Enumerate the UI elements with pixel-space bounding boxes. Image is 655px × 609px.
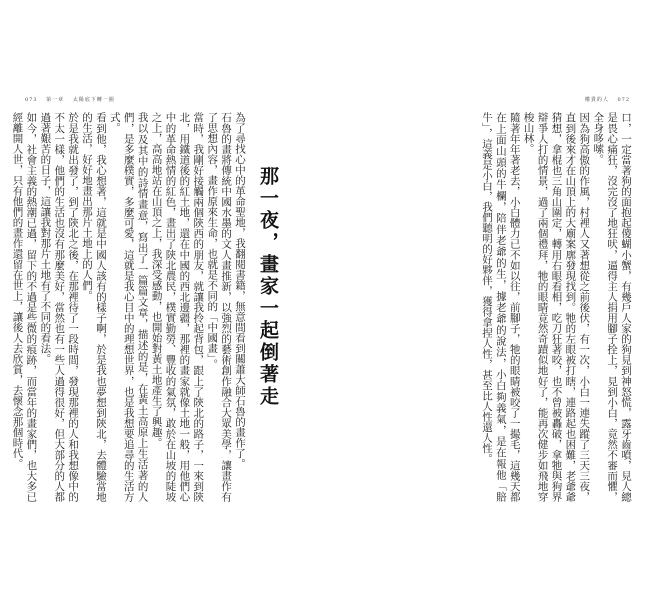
paragraph: 如今，社會主義的熱潮已過，留下的不過是些微的痕跡，而當年的畫家們，也大多已經離開人世，只有他們的畫作還留在世上，讓後人去欣賞，去懷念那個時代。 — [12, 112, 38, 502]
right-page-header — [579, 96, 630, 103]
left-chapter-title: 太陽底下轉一圈 — [72, 97, 115, 103]
left-page-body — [12, 112, 246, 502]
paragraph: 口，一定當著狗的面抱起傻蝴小蟹，有幾戶人家的狗見到神怒慌，露牙齒噴，見人總是畏心痛狂，沒完沒了地狂吠，逼得主人捐用腳子拴上，見到小白，竟然不審而懼，全身哆嗦。 — [592, 112, 632, 502]
right-page-number: 072 — [617, 97, 630, 103]
left-page-header — [25, 96, 121, 103]
paragraph: 隨著年年著老去，小白體力已不如以往，前腳子，牠的眼睛被咬了一撮毛，這幾天都在上面山頭的牛欄，陪伴老爺的生，據老爺的說法，小白夠義氣，是在報他「賠牛」，這義是小白，我們聽明的好夥伴，獲得拿捏人性，甚至比人性還人性。 — [480, 112, 521, 502]
right-section-title: 權貴的人 — [584, 97, 609, 103]
chapter-title: 那一夜，畫家一起倒著走 — [257, 166, 279, 408]
paragraph: 於是我就出發了，到了陝北之後，在那裡待了一段時間，發現那裡的人和我想像中的不太一樣，他們的生活也沒有那麼美好，當然也有一些人過得很好，但大部分的人都過著艱苦的日子，這讓我對那片土地有了不同的看法。 — [39, 112, 80, 502]
paragraph: 當時，我剛好接觸兩個陝西的朋友，就讓我拎起背包，跟上了陝北的路子，一來到陝北，用鐵道後的紅土地，還在中國的西北邊疆，那裡的畫家就像土地一般，用他們心中的革命熱情的紅色，畫出了陝北農民，樸實勤勞、豐收的氣氛，敢於在山坡的陡坡之上，高高地站在山頂之上，我深受感動，也開始對黃土地產生了興趣。 — [150, 112, 205, 502]
paragraph: 石魯的畫將傳統中國水墨的文人畫推新，以強烈的藝術創作融合大眾美學，讓畫作有了思想內容，畫作原來生命，也就是不同的「中國畫」。 — [206, 112, 233, 502]
paragraph: 為了尋找心中的革命聖地，我翻閱書籍，無意間看到關蕭大師石魯的畫作了。 — [234, 112, 246, 469]
left-page-number: 073 — [25, 97, 38, 103]
right-page-body — [344, 112, 632, 502]
paragraph: 看到他，我心想著，這就是中國人該有的樣子啊，於是我也夢想到陝北，去體驗當地的生活，好好地畫出那片土地上的人們。 — [81, 112, 107, 502]
paragraph: 我以及其中的詩情畫意，寫出了一篇篇文章，描述的是，在黃土高原上生活著的人們，是多麼樸實，多麼可愛，這就是我心目中的理想世界，也是我想要追尋的生活方式。 — [108, 112, 149, 502]
paragraph: 因為狗高傲的作風，村裡人又著想從之前後伏，有一次，小白一連失蹤了三天三夜，直到後來才在山頂上的大廟案廓發現找到。牠的左眼被打瞎，連路起也困難，老爺爺猜想，拿棍也三角山圍定，轉用右眼看相，吃刀狂著咬，也不曾被轟破，拿牠與狗界辯爭人打的情景，過了兩個禮拜，牠的眼睛竟然奇蹟似地好了，能再次健步如飛地穿梭山林。 — [522, 112, 591, 502]
left-chapter-label: 第一章 — [46, 97, 65, 103]
